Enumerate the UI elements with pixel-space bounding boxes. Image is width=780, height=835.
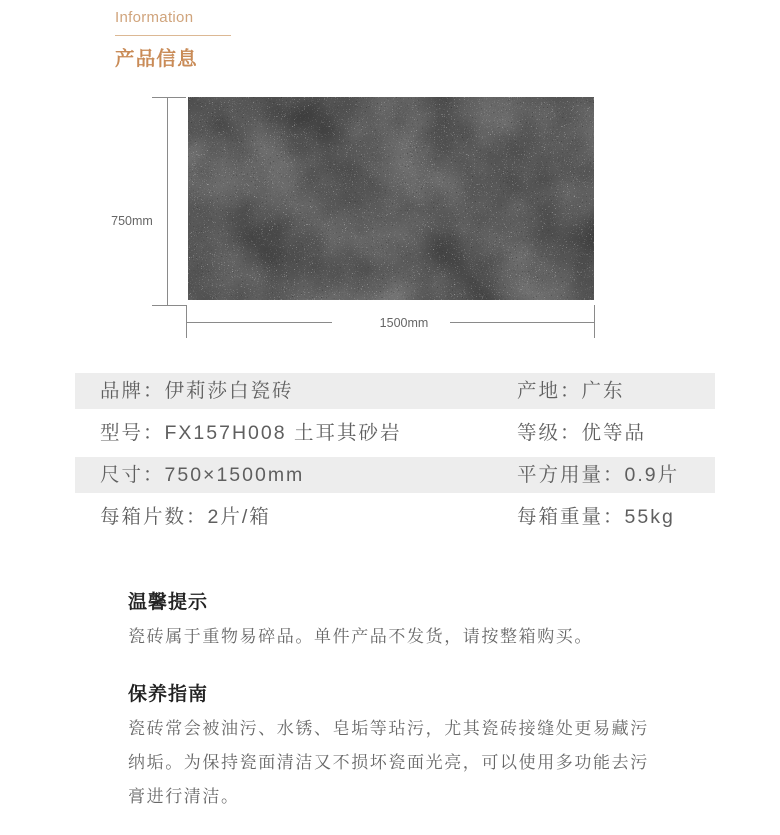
spec-grade-value: 优等品	[581, 422, 647, 444]
spec-weight-per-box-value: 55kg	[624, 506, 675, 528]
spec-row	[75, 457, 715, 493]
section-title-english: Information	[115, 9, 194, 26]
spec-model	[75, 415, 492, 451]
care-text: 瓷砖常会被油污、水锈、皂垢等玷污，尤其瓷砖接缝处更易藏污纳垢。为保持瓷面清洁又不损坏瓷面光亮，可以使用多功能去污膏进行清洁。	[128, 719, 649, 806]
tile-image	[188, 97, 594, 300]
spec-brand-label: 品牌：	[100, 380, 165, 402]
product-figure	[0, 0, 780, 345]
spec-weight-per-box-label: 每箱重量：	[517, 506, 625, 528]
spec-row	[75, 499, 715, 535]
spec-pieces-per-box-label: 每箱片数：	[100, 506, 208, 528]
spec-grade-label: 等级：	[517, 422, 582, 444]
tips-text: 瓷砖属于重物易碎品。单件产品不发货，请按整箱购买。	[128, 627, 593, 646]
spec-origin	[492, 373, 715, 409]
care-title: 保养指南	[128, 684, 209, 705]
spec-row	[75, 373, 715, 409]
width-dimension-label: 1500mm	[379, 316, 429, 330]
spec-coverage-value: 0.9片	[624, 464, 680, 486]
spec-origin-value: 广东	[581, 380, 625, 402]
height-dimension	[152, 98, 187, 306]
spec-coverage	[492, 457, 715, 493]
spec-brand-value: 伊莉莎白瓷砖	[164, 380, 294, 402]
tile-fine-speckle-layer	[188, 97, 594, 300]
section-title: 产品信息	[115, 48, 198, 70]
spec-table	[75, 373, 715, 541]
spec-grade	[492, 415, 715, 451]
spec-size	[75, 457, 492, 493]
spec-size-value: 750×1500mm	[164, 464, 305, 486]
spec-model-label: 型号：	[100, 422, 165, 444]
spec-row	[75, 415, 715, 451]
spec-weight-per-box	[492, 499, 715, 535]
spec-brand	[75, 373, 492, 409]
spec-origin-label: 产地：	[517, 380, 582, 402]
height-dimension-label: 750mm	[111, 214, 153, 228]
spec-size-label: 尺寸：	[100, 464, 165, 486]
spec-pieces-per-box	[75, 499, 492, 535]
spec-model-value: FX157H008 土耳其砂岩	[164, 422, 402, 444]
spec-pieces-per-box-value: 2片/箱	[207, 506, 271, 528]
spec-coverage-label: 平方用量：	[517, 464, 625, 486]
tips-title: 温馨提示	[128, 592, 209, 613]
